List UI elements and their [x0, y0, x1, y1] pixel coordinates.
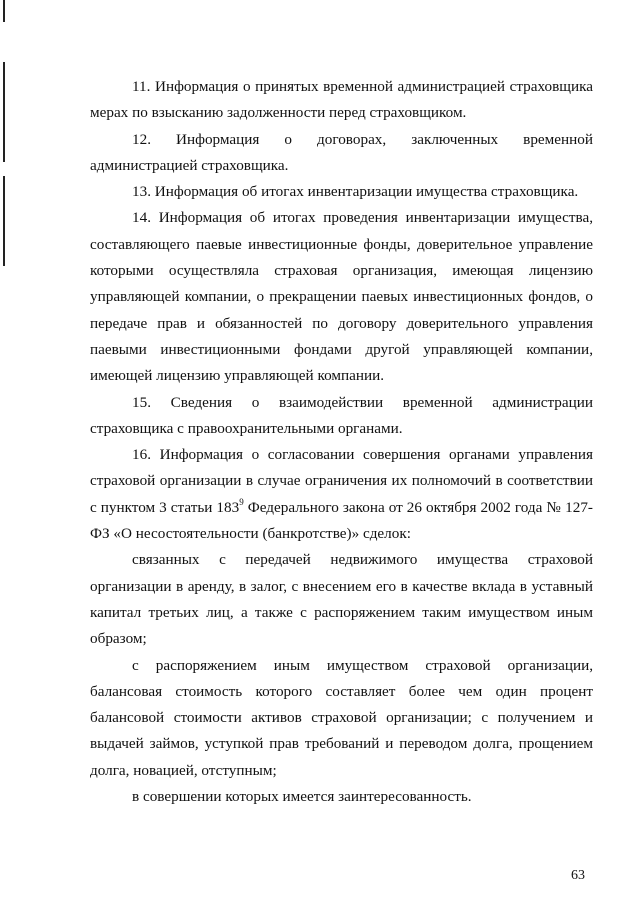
paragraph-15: 15. Сведения о взаимодействии временной администрации страховщика с правоохранительными органами. [90, 393, 593, 437]
paragraph-16-text-cont: Федерального закона от 26 октября 2002 года № 127-ФЗ «О несостоятельности (банкротстве)» сделок: [90, 498, 593, 543]
paragraph-11: 11. Информация о принятых временной администрацией страховщика мерах по взысканию задолженности перед страховщиком. [90, 78, 593, 122]
paragraph-13: 13. Информация об итогах инвентаризации имущества страховщика. [132, 183, 579, 201]
paragraph-16-item-interest: в совершении которых имеется заинтересованность. [132, 788, 472, 806]
margin-binding-mark [3, 62, 5, 162]
paragraph-16-item-real-estate: связанных с передачей недвижимого имущества страховой организации в аренду, в залог, с внесением его в качестве вклада в уставный капитал третьих лиц, а также с распоряжением таким имуществом иным образом; [90, 551, 593, 648]
footnote-superscript: 9 [239, 496, 244, 507]
paragraph-16-item-other-property: с распоряжением иным имуществом страховой организации, балансовая стоимость которого составляет более чем один процент балансовой стоимости активов страховой организации; с получением и выдачей займов, уступкой прав требований и переводом долга, прощением долга, новацией, отступным; [90, 656, 593, 779]
paragraph-14: 14. Информация об итогах проведения инвентаризации имущества, составляющего паевые инвестиционные фонды, доверительное управление которыми осуществляла страховая организация, имеющая лицензию управляющей компании, о прекращении паевых инвестиционных фондов, о передаче прав и обязанностей по договору доверительного управления паевыми инвестиционными фондами другой управляющей компании, имеющей лицензию управляющей компании. [90, 209, 593, 385]
margin-binding-mark [3, 176, 5, 266]
margin-binding-mark [3, 0, 5, 22]
document-body [90, 74, 593, 810]
page-number: 63 [571, 868, 585, 883]
paragraph-12: 12. Информация о договорах, заключенных временной администрацией страховщика. [90, 130, 593, 174]
paragraph-16-text: 16. Информация о согласовании совершения органами управления страховой организации в случае ограничения их полномочий в соответствии с пунктом 3 статьи 183 [90, 446, 593, 516]
paragraph-16 [90, 442, 593, 547]
